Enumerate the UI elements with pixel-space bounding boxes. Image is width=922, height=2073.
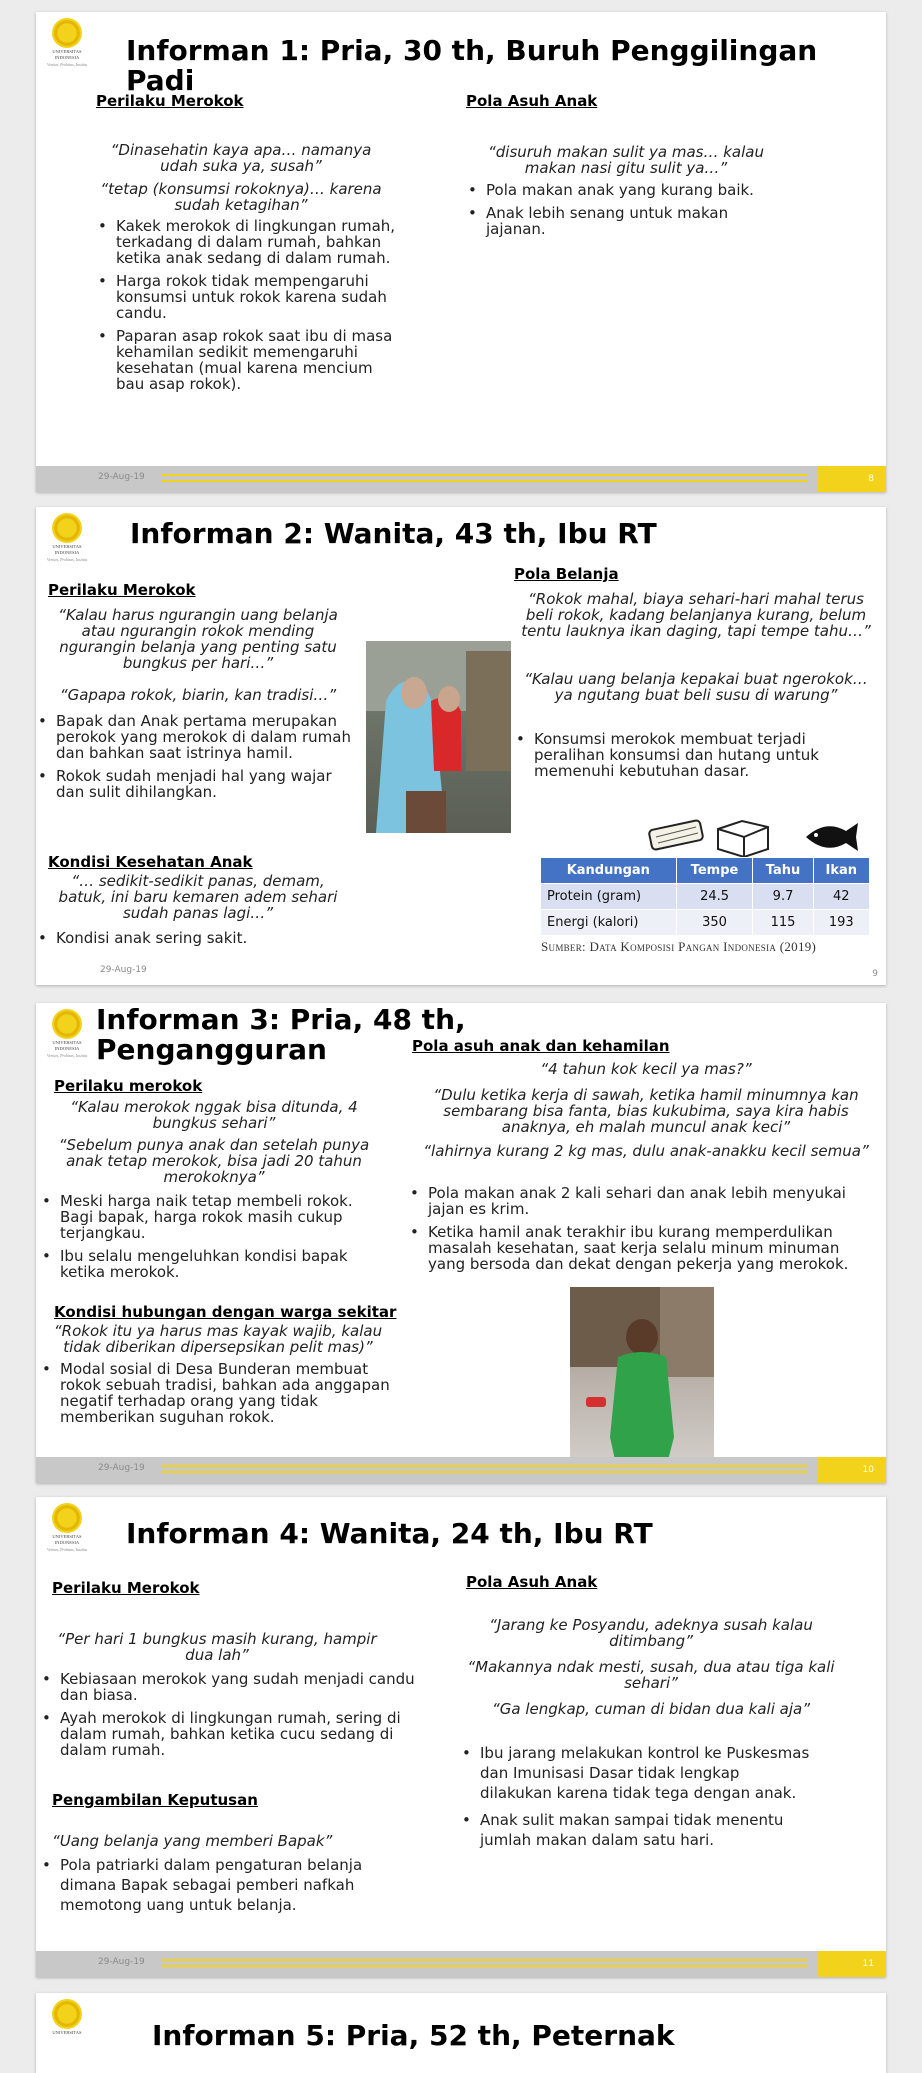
slide-title: Informan 4: Wanita, 24 th, Ibu RT	[126, 1517, 653, 1550]
slide-title: Informan 2: Wanita, 43 th, Ibu RT	[130, 517, 657, 550]
table-cell: Energi (kalori)	[541, 910, 677, 936]
quote: “Kalau harus ngurangin uang belanja atau ngurangin rokok mending ngurangin belanja yang penting satu bungkus per hari…”	[58, 606, 338, 672]
slide-informan-2	[36, 507, 886, 985]
logo-text-2: INDONESIA	[54, 55, 80, 60]
bullet-item: • Kebiasaan merokok yang sudah menjadi candu dan biasa.	[40, 1671, 420, 1703]
table-row	[541, 910, 870, 936]
bullet-item: • Rokok sudah menjadi hal yang wajar dan sulit dihilangkan.	[36, 768, 358, 800]
table-header-row	[541, 858, 870, 884]
quote: “Uang belanja yang memberi Bapak”	[52, 1832, 333, 1850]
quote: “lahirnya kurang 2 kg mas, dulu anak-anakku kecil semua”	[423, 1142, 869, 1160]
section-heading: Kondisi Kesehatan Anak	[48, 853, 253, 871]
quote: “disuruh makan sulit ya mas… kalau makan nasi gitu sulit ya…”	[488, 143, 764, 177]
bullet-item: • Pola patriarki dalam pengaturan belanja dimana Bapak sebagai pemberi nafkah memotong uang untuk belanja.	[40, 1855, 410, 1915]
quote: “Makannya ndak mesti, susah, dua atau tiga kali sehari”	[467, 1658, 835, 1692]
bullet-item: • Kakek merokok di lingkungan rumah, terkadang di dalam rumah, bahkan ketika anak sedang di dalam rumah.	[96, 218, 396, 266]
logo-text-2: INDONESIA	[54, 550, 80, 555]
table-cell: 24.5	[676, 884, 753, 910]
bullet-item: • Ibu jarang melakukan kontrol ke Puskesmas dan Imunisasi Dasar tidak lengkap dilakukan karena tidak tega dengan anak.	[460, 1743, 810, 1803]
logo-text-1: UNIVERSITAS	[52, 1040, 82, 1045]
makara-emblem-icon	[52, 1503, 82, 1533]
logo-text-1: UNIVERSITAS	[52, 544, 82, 549]
logo-text-1: UNIVERSITAS	[52, 49, 82, 54]
bullet-list	[460, 1743, 810, 1857]
table-header-cell: Tempe	[676, 858, 753, 884]
table-source: Sumber: Data Komposisi Pangan Indonesia (2019)	[541, 939, 817, 954]
quote: “Rokok itu ya harus mas kayak wajib, kalau tidak diberikan dipersepsikan pelit mas)”	[53, 1322, 383, 1356]
university-logo	[46, 1009, 88, 1058]
table-cell: 350	[676, 910, 753, 936]
photo-illustration-icon	[570, 1287, 714, 1483]
slide-informan-4	[36, 1497, 886, 1977]
bullet-item: • Konsumsi merokok membuat terjadi peralihan konsumsi dan hutang untuk memenuhi kebutuhan dasar.	[514, 731, 854, 779]
bullet-list	[40, 1193, 390, 1287]
bullet-list	[36, 713, 358, 807]
slide-title: Informan 5: Pria, 52 th, Peternak	[152, 2019, 675, 2052]
quote: “Dulu ketika kerja di sawah, ketika hamil minumnya kan sembarang bisa fanta, bias kukubima, saya kira habis anaknya, eh malah muncul anak keci”	[433, 1086, 859, 1136]
section-heading: Perilaku Merokok	[96, 92, 244, 110]
logo-motto: Veritas, Probitas, Iustitia	[46, 557, 88, 562]
university-logo	[46, 513, 88, 562]
bullet-item: • Paparan asap rokok saat ibu di masa kehamilan sedikit memengaruhi kesehatan (mual karena mencium bau asap rokok).	[96, 328, 396, 392]
quote: “Gapapa rokok, biarin, kan tradisi…”	[59, 686, 337, 704]
logo-text-2: INDONESIA	[54, 1540, 80, 1545]
slide-title-line-2: Pengangguran	[96, 1033, 327, 1066]
bullet-item: • Ibu selalu mengeluhkan kondisi bapak ketika merokok.	[40, 1248, 390, 1280]
page-number: 8	[818, 466, 886, 492]
photo-child	[570, 1287, 714, 1483]
table-cell: 42	[813, 884, 869, 910]
section-heading: Pengambilan Keputusan	[52, 1791, 258, 1809]
photo-illustration-icon	[366, 641, 511, 833]
slide-title-line-1: Informan 3: Pria, 48 th,	[96, 1003, 466, 1036]
bullet-item: • Ketika hamil anak terakhir ibu kurang memperdulikan masalah kesehatan, saat kerja selalu minum minuman yang bersoda dan dekat dengan pekerja yang merokok.	[408, 1224, 868, 1272]
makara-emblem-icon	[52, 1009, 82, 1039]
bullet-list	[36, 930, 336, 953]
bullet-item: • Anak lebih senang untuk makan jajanan.	[466, 205, 776, 237]
quote: “tetap (konsumsi rokoknya)… karena sudah ketagihan”	[100, 180, 382, 214]
page-number: 11	[818, 1951, 886, 1977]
bullet-list	[96, 218, 396, 399]
section-heading: Pola Belanja	[514, 565, 619, 583]
table-cell: 9.7	[753, 884, 813, 910]
bullet-list	[40, 1361, 390, 1432]
footer-date: 29-Aug-19	[98, 472, 145, 482]
bullet-list	[514, 731, 854, 786]
makara-emblem-icon	[52, 1999, 82, 2029]
table-header-cell: Tahu	[753, 858, 813, 884]
tofu-icon	[718, 821, 768, 857]
bullet-item: • Pola makan anak yang kurang baik.	[466, 182, 776, 198]
nutrition-table	[540, 857, 870, 936]
slide-footer	[36, 466, 886, 492]
university-logo	[46, 1503, 88, 1552]
logo-text-1: UNIVERSITAS	[52, 2030, 82, 2035]
table-header-cell: Ikan	[813, 858, 869, 884]
section-heading: Perilaku Merokok	[52, 1579, 200, 1597]
food-icons	[646, 813, 866, 859]
logo-motto: Veritas, Probitas, Iustitia	[46, 1053, 88, 1058]
logo-text-1: UNIVERSITAS	[52, 1534, 82, 1539]
footer-lines	[161, 474, 808, 476]
slide-footer	[36, 1951, 886, 1977]
bullet-item: • Kondisi anak sering sakit.	[36, 930, 336, 946]
makara-emblem-icon	[52, 513, 82, 543]
bullet-item: • Pola makan anak 2 kali sehari dan anak lebih menyukai jajan es krim.	[408, 1185, 868, 1217]
bullet-list	[408, 1185, 868, 1279]
table-header-cell: Kandungan	[541, 858, 677, 884]
university-logo	[46, 1999, 88, 2035]
logo-motto: Veritas, Probitas, Iustitia	[46, 62, 88, 67]
quote: “Jarang ke Posyandu, adeknya susah kalau ditimbang”	[489, 1616, 813, 1650]
photo-mother-and-child	[366, 641, 511, 833]
page-number: 10	[818, 1457, 886, 1483]
bullet-item: • Meski harga naik tetap membeli rokok. Bagi bapak, harga rokok masih cukup terjangkau.	[40, 1193, 390, 1241]
table-row	[541, 884, 870, 910]
quote: “… sedikit-sedikit panas, demam, batuk, ini baru kemaren adem sehari sudah panas lagi…”	[58, 872, 338, 922]
section-heading: Perilaku merokok	[54, 1077, 203, 1095]
slide-footer	[36, 1457, 886, 1483]
section-heading: Pola Asuh Anak	[466, 92, 598, 110]
table-cell: Protein (gram)	[541, 884, 677, 910]
bullet-item: • Ayah merokok di lingkungan rumah, sering di dalam rumah, bahkan ketika cucu sedang di dalam rumah.	[40, 1710, 420, 1758]
footer-lines	[161, 1959, 808, 1961]
quote: “Kalau uang belanja kepakai buat ngerokok… ya ngutang buat beli susu di warung”	[524, 670, 868, 704]
tempe-icon	[648, 820, 703, 850]
quote: “Dinasehatin kaya apa… namanya udah suka ya, susah”	[110, 141, 372, 175]
footer-date: 29-Aug-19	[100, 965, 147, 975]
section-heading: Perilaku Merokok	[48, 581, 196, 599]
bullet-list	[40, 1671, 420, 1765]
bullet-item: • Modal sosial di Desa Bunderan membuat rokok sebuah tradisi, bahkan ada anggapan negatif terhadap orang yang tidak memberikan suguhan rokok.	[40, 1361, 390, 1425]
quote: “4 tahun kok kecil ya mas?”	[540, 1060, 752, 1078]
section-heading: Pola asuh anak dan kehamilan	[412, 1037, 670, 1055]
slide-informan-3	[36, 1003, 886, 1483]
quote: “Kalau merokok nggak bisa ditunda, 4 bungkus sehari”	[70, 1098, 358, 1132]
bullet-list	[40, 1855, 410, 1922]
page-number: 9	[872, 969, 878, 979]
quote: “Rokok mahal, biaya sehari-hari mahal terus beli rokok, kadang belanjanya kurang, belum tentu lauknya ikan daging, tapi tempe tahu…”	[521, 590, 871, 640]
bullet-item: • Bapak dan Anak pertama merupakan perokok yang merokok di dalam rumah dan bahkan saat istrinya hamil.	[36, 713, 358, 761]
slide-title: Informan 1: Pria, 30 th, Buruh Penggilingan Padi	[126, 34, 818, 97]
section-heading: Kondisi hubungan dengan warga sekitar	[54, 1303, 397, 1321]
quote: “Ga lengkap, cuman di bidan dua kali aja”	[492, 1700, 810, 1718]
footer-date: 29-Aug-19	[98, 1463, 145, 1473]
table-cell: 115	[753, 910, 813, 936]
quote: “Per hari 1 bungkus masih kurang, hampir dua lah”	[57, 1630, 377, 1664]
slide-informan-1	[36, 12, 886, 492]
makara-emblem-icon	[52, 18, 82, 48]
bullet-list	[466, 182, 776, 244]
bullet-item: • Anak sulit makan sampai tidak menentu jumlah makan dalam satu hari.	[460, 1810, 810, 1850]
logo-text-2: INDONESIA	[54, 1046, 80, 1051]
section-heading: Pola Asuh Anak	[466, 1573, 598, 1591]
fish-icon	[806, 823, 858, 851]
footer-lines	[161, 1465, 808, 1467]
footer-date: 29-Aug-19	[98, 1957, 145, 1967]
table-cell: 193	[813, 910, 869, 936]
bullet-item: • Harga rokok tidak mempengaruhi konsumsi untuk rokok karena sudah candu.	[96, 273, 396, 321]
logo-motto: Veritas, Probitas, Iustitia	[46, 1547, 88, 1552]
university-logo	[46, 18, 88, 67]
slide-informan-5	[36, 1993, 886, 2073]
quote: “Sebelum punya anak dan setelah punya anak tetap merokok, bisa jadi 20 tahun merokoknya”	[58, 1136, 370, 1186]
